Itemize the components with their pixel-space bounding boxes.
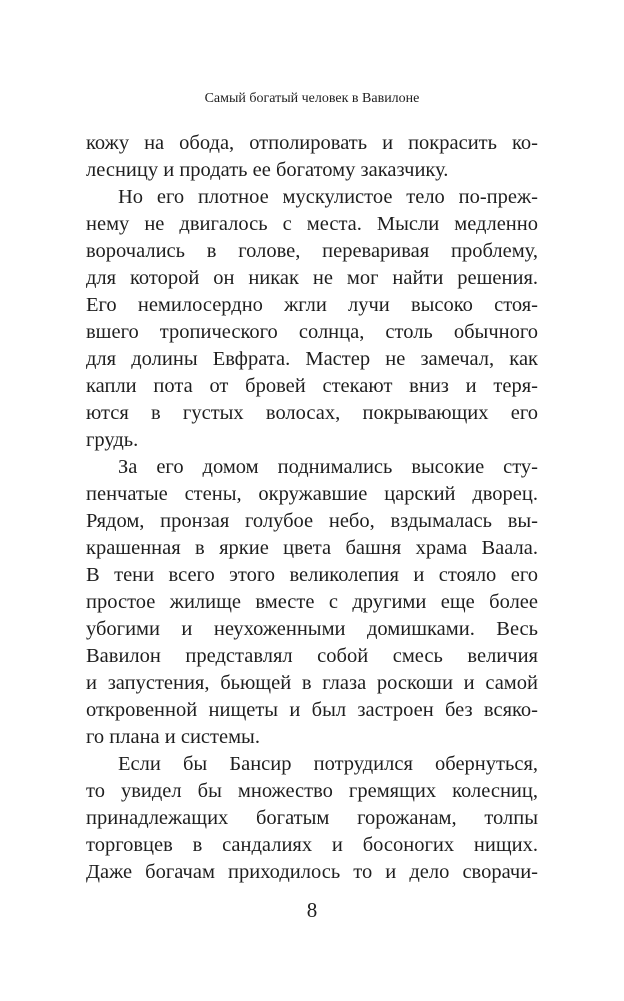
text-line: ются в густых волосах, покрывающих его — [86, 402, 538, 424]
text-line: В тени всего этого великолепия и стояло его — [86, 564, 538, 586]
paragraph — [86, 184, 538, 454]
text-line: то увидел бы множество гремящих колесниц, — [86, 780, 538, 802]
running-header: Самый богатый человек в Вавилоне — [204, 91, 420, 106]
text-line: грудь. — [86, 429, 139, 451]
text-line: для долины Евфрата. Мастер не замечал, как — [86, 348, 538, 370]
paragraph — [86, 454, 538, 751]
text-line: го плана и системы. — [86, 726, 260, 748]
text-line: ворочались в голове, переваривая проблему, — [86, 240, 538, 262]
text-line: Его немилосердно жгли лучи высоко стоя- — [86, 294, 538, 316]
text-line: За его домом поднимались высокие сту- — [118, 456, 538, 478]
text-line: откровенной нищеты и был застроен без всяко- — [86, 699, 538, 721]
text-line: простое жилище вместе с другими еще более — [86, 591, 538, 613]
text-line: нему не двигалось с места. Мысли медленно — [86, 213, 538, 235]
text-line: Вавилон представлял собой смесь величия — [86, 645, 538, 667]
text-line: для которой он никак не мог найти решения. — [86, 267, 538, 289]
paragraph — [86, 130, 538, 184]
text-line: крашенная в яркие цвета башня храма Ваала. — [86, 537, 538, 559]
text-line: Если бы Бансир потрудился обернуться, — [118, 753, 538, 775]
text-line: пенчатые стены, окружавшие царский дворец. — [86, 483, 538, 505]
text-line: вшего тропического солнца, столь обычного — [86, 321, 538, 343]
text-line: Рядом, пронзая голубое небо, вздымалась вы- — [86, 510, 538, 532]
body-text — [86, 130, 538, 886]
text-line: капли пота от бровей стекают вниз и теря- — [86, 375, 538, 397]
text-line: торговцев в сандалиях и босоногих нищих. — [86, 834, 538, 856]
paragraph — [86, 751, 538, 886]
text-line: Но его плотное мускулистое тело по-преж- — [118, 186, 538, 208]
text-line: кожу на обода, отполировать и покрасить ко- — [86, 132, 538, 154]
text-line: лесницу и продать ее богатому заказчику. — [86, 159, 449, 181]
text-line: Даже богачам приходилось то и дело сворачи- — [86, 861, 538, 883]
text-line: принадлежащих богатым горожанам, толпы — [86, 807, 538, 829]
page-number: 8 — [306, 898, 318, 922]
text-line: убогими и неухоженными домишками. Весь — [86, 618, 538, 640]
text-line: и запустения, бьющей в глаза роскоши и самой — [86, 672, 538, 694]
